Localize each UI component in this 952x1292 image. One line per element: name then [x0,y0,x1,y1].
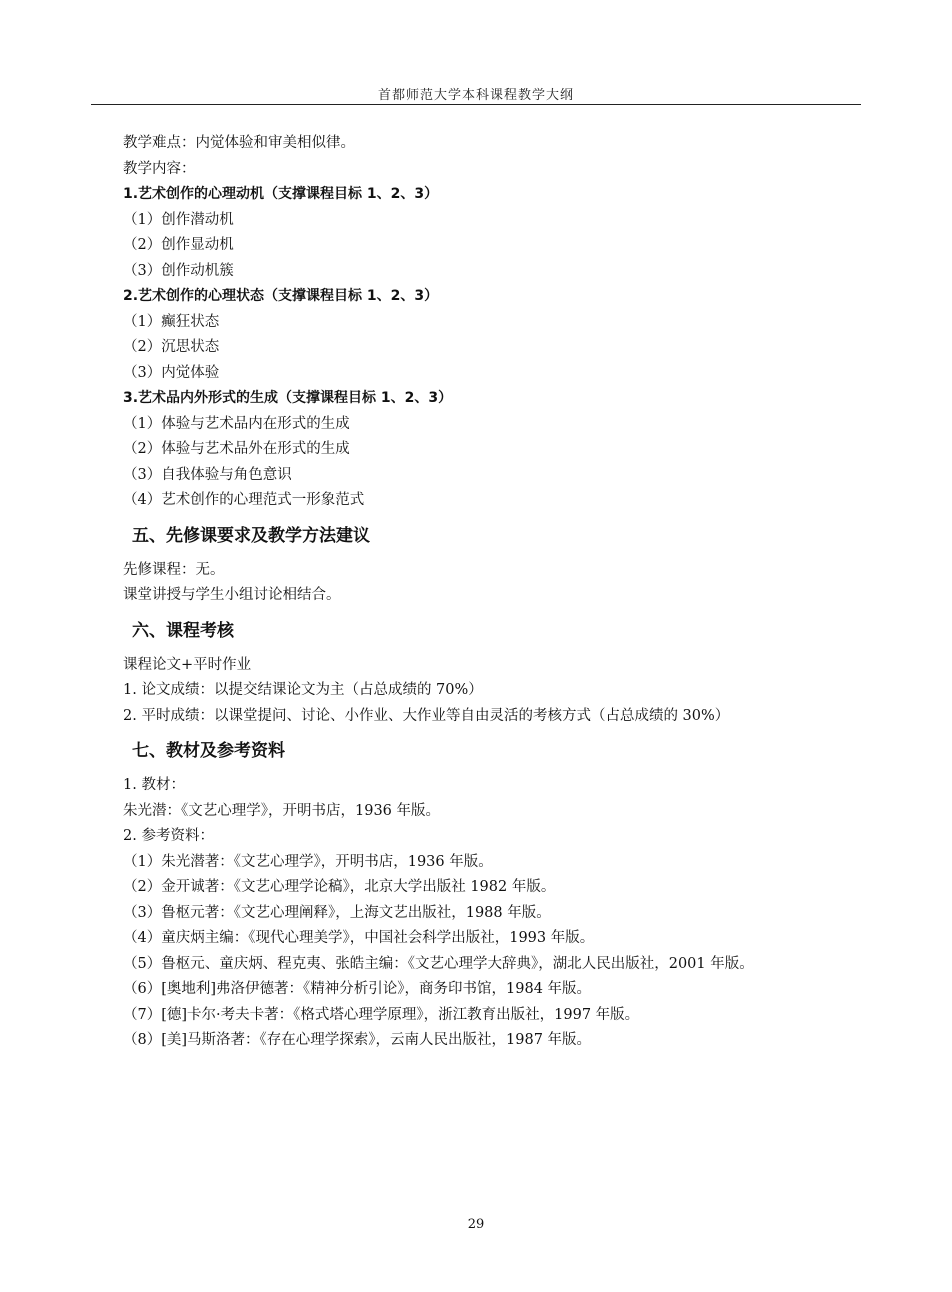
reference-item: （4）童庆炳主编：《现代心理美学》，中国社会科学出版社，1993 年版。 [123,930,595,946]
reference-item: （6）[奥地利]弗洛伊德著：《精神分析引论》，商务印书馆，1984 年版。 [123,981,592,997]
topic-3-item: （3）自我体验与角色意识 [123,466,292,483]
reference-item: （5）鲁枢元、童庆炳、程克夷、张皓主编：《文艺心理学大辞典》，湖北人民出版社，2001 年版。 [123,955,754,972]
section-5-line: 课堂讲授与学生小组讨论相结合。 [123,587,341,603]
references-label: 2. 参考资料： [123,828,214,844]
reference-item: （2）金开诚著：《文艺心理学论稿》，北京大学出版社 1982 年版。 [123,879,556,895]
page-number: 29 [467,1217,485,1232]
topic-2-item: （3）内觉体验 [123,364,220,381]
topic-3-title: 3.艺术品内外形式的生成（支撑课程目标 1、2、3） [123,390,453,406]
teaching-difficulty: 教学难点：内觉体验和审美相似律。 [123,135,355,151]
topic-1-item: （3）创作动机簇 [123,262,234,279]
topic-3-item: （2）体验与艺术品外在形式的生成 [123,441,350,457]
section-6-line: 2. 平时成绩：以课堂提问、讨论、小作业、大作业等自由灵活的考核方式（占总成绩的 30%） [123,707,730,724]
topic-2-title: 2.艺术创作的心理状态（支撑课程目标 1、2、3） [123,288,439,304]
reference-item: （8）[美]马斯洛著：《存在心理学探索》，云南人民出版社，1987 年版。 [123,1032,592,1048]
section-6-line: 1. 论文成绩：以提交结课论文为主（占总成绩的 70%） [123,682,483,698]
textbook-label: 1. 教材： [123,777,185,793]
running-header: 首都师范大学本科课程教学大纲 [377,88,574,103]
topic-3-item: （1）体验与艺术品内在形式的生成 [123,415,350,432]
section-6-heading: 六、课程考核 [132,620,234,641]
topic-3-item: （4）艺术创作的心理范式一形象范式 [123,492,365,508]
section-5-heading: 五、先修课要求及教学方法建议 [132,525,370,546]
textbook-entry: 朱光潜：《文艺心理学》，开明书店，1936 年版。 [123,802,441,819]
topic-2-item: （2）沉思状态 [123,339,220,355]
header-divider [91,104,861,105]
section-7-heading: 七、教材及参考资料 [132,741,285,761]
topic-1-title: 1.艺术创作的心理动机（支撑课程目标 1、2、3） [123,186,439,202]
reference-item: （3）鲁枢元著：《文艺心理阐释》，上海文艺出版社，1988 年版。 [123,904,551,921]
section-6-line: 课程论文+平时作业 [123,656,252,673]
section-5-line: 先修课程：无。 [123,561,225,578]
content-label: 教学内容： [123,160,196,177]
topic-1-item: （1）创作潜动机 [123,211,234,228]
topic-1-item: （2）创作显动机 [123,237,234,253]
reference-item: （7）[德]卡尔·考夫卡著：《格式塔心理学原理》，浙江教育出版社，1997 年版。 [123,1006,640,1023]
reference-item: （1）朱光潜著：《文艺心理学》，开明书店，1936 年版。 [123,853,493,870]
topic-2-item: （1）癫狂状态 [123,313,220,330]
page-content [123,131,863,1054]
